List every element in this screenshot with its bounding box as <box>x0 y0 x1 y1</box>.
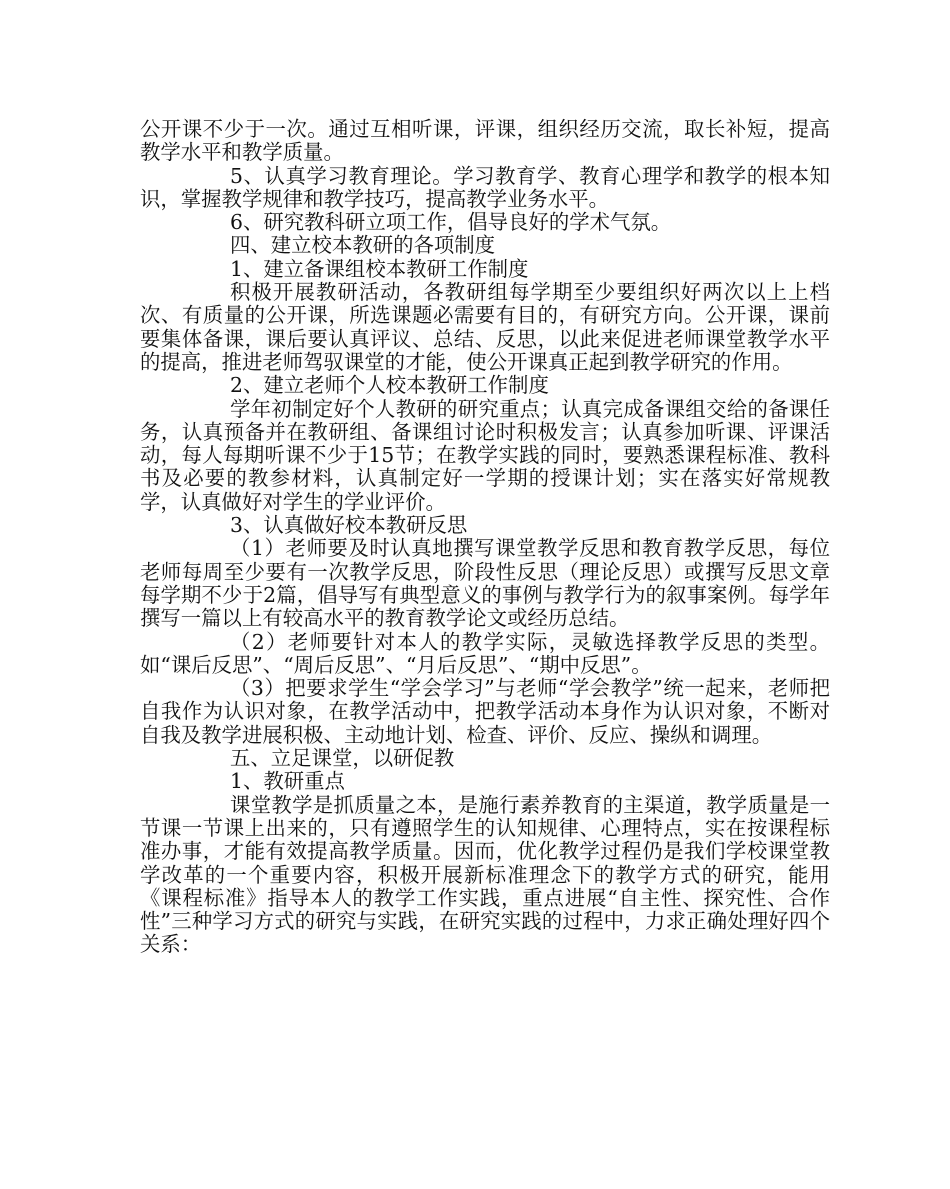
document-body <box>140 118 830 957</box>
paragraph: 课堂教学是抓质量之本，是施行素养教育的主渠道，教学质量是一节课一节课上出来的，只有遵照学生的认知规律、心理特点，实在按课程标准办事，才能有效提高教学质量。因而，优化教学过程仍是我们学校课堂教学改革的一个重要内容，积极开展新标准理念下的教学方式的研究，能用《课程标准》指导本人的教学工作实践，重点进展“自主性、探究性、合作性”三种学习方式的研究与实践，在研究实践的过程中，力求正确处理好四个关系： <box>140 792 830 957</box>
subsection-heading: 2、建立老师个人校本教研工作制度 <box>230 373 549 398</box>
paragraph: 积极开展教研活动，各教研组每学期至少要组织好两次以上上档次、有质量的公开课，所选课题必需要有目的，有研究方向。公开课，课前要集体备课，课后要认真评议、总结、反思，以此来促进老师课堂教学水平的提高，推进老师驾驭课堂的才能，使公开课真正起到教学研究的作用。 <box>140 280 830 374</box>
paragraph: 公开课不少于一次。通过互相听课，评课，组织经历交流，取长补短，提高教学水平和教学质量。 <box>140 117 830 165</box>
paragraph: （1）老师要及时认真地撰写课堂教学反思和教育教学反思，每位老师每周至少要有一次教学反思，阶段性反思（理论反思）或撰写反思文章每学期不少于2篇，倡导写有典型意义的事例与教学行为的叙事案例。每学年撰写一篇以上有较高水平的教育教学论文或经历总结。 <box>140 536 830 631</box>
paragraph: 学年初制定好个人教研的研究重点；认真完成备课组交给的备课任务，认真预备并在教研组、备课组讨论时积极发言；认真参加听课、评课活动，每人每期听课不少于15节；在教学实践的同时，要熟悉课程标准、教科书及必要的教参材料，认真制定好一学期的授课计划；实在落实好常规教学，认真做好对学生的学业评价。 <box>140 396 830 514</box>
subsection-heading: 3、认真做好校本教研反思 <box>230 513 468 538</box>
subsection-heading: 1、教研重点 <box>230 769 345 794</box>
subsection-heading: 1、建立备课组校本教研工作制度 <box>230 256 529 281</box>
paragraph: 6、研究教科研立项工作，倡导良好的学术气氛。 <box>230 210 672 235</box>
paragraph: 5、认真学习教育理论。学习教育学、教育心理学和教学的根本知识，掌握教学规律和教学技巧，提高教学业务水平。 <box>140 163 830 211</box>
section-heading: 五、立足课堂，以研促教 <box>230 746 455 771</box>
paragraph: （2）老师要针对本人的教学实际，灵敏选择教学反思的类型。如“课后反思”、“周后反思”、“月后反思”、“期中反思”。 <box>140 629 830 677</box>
section-heading: 四、建立校本教研的各项制度 <box>230 233 496 258</box>
paragraph: （3）把要求学生“学会学习”与老师“学会教学”统一起来，老师把自我作为认识对象，在教学活动中，把教学活动本身作为认识对象，不断对自我及教学进展积极、主动地计划、检查、评价、反应、操纵和调理。 <box>140 676 830 747</box>
